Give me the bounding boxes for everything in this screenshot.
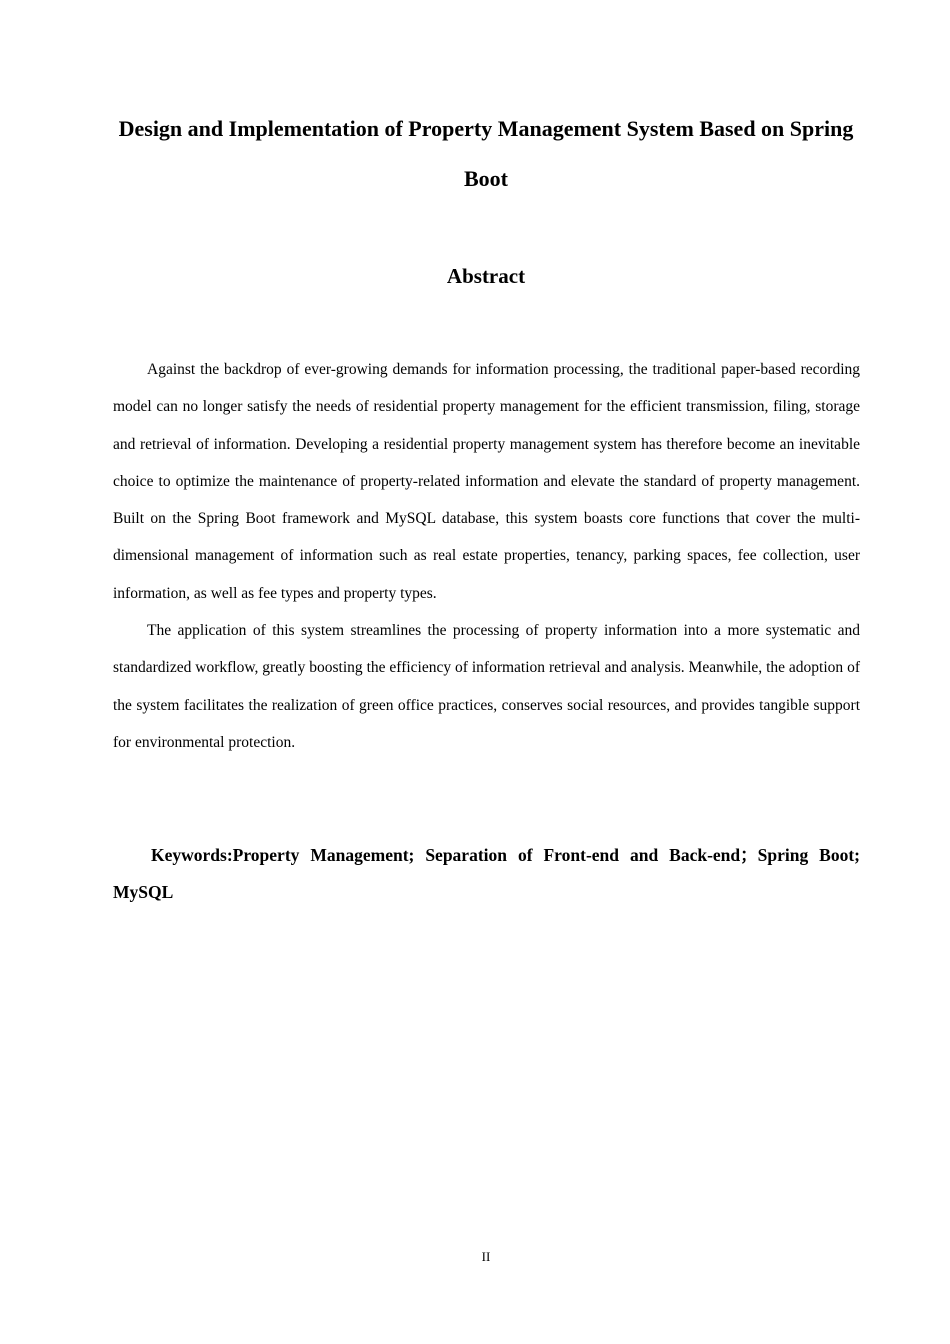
keywords-line [113, 837, 860, 911]
keywords-text: Property Management; Separation of Front-end and Back-end；Spring Boot; MySQL [113, 845, 860, 902]
abstract-body [113, 351, 860, 761]
page-number: II [481, 1249, 491, 1264]
abstract-heading: Abstract [446, 264, 526, 288]
abstract-paragraph-1: Against the backdrop of ever-growing demands for information processing, the traditional paper-based recording model can no longer satisfy the needs of residential property management for the efficient transmission, filing, storage and retrieval of information. Developing a residential property management system has therefore become an inevitable choice to optimize the maintenance of property-related information and elevate the standard of property management. Built on the Spring Boot framework and MySQL database, this system boasts core functions that cover the multi-dimensional management of information such as real estate properties, tenancy, parking spaces, fee collection, user information, as well as fee types and property types. [113, 361, 860, 602]
keywords-label: Keywords: [151, 845, 233, 865]
abstract-paragraph-2: The application of this system streamlines the processing of property information into a more systematic and standardized workflow, greatly boosting the efficiency of information retrieval and analysis. Meanwhile, the adoption of the system facilitates the realization of green office practices, conserves social resources, and provides tangible support for environmental protection. [113, 622, 860, 751]
paper-title: Design and Implementation of Property Management System Based on Spring Boot [118, 116, 854, 191]
